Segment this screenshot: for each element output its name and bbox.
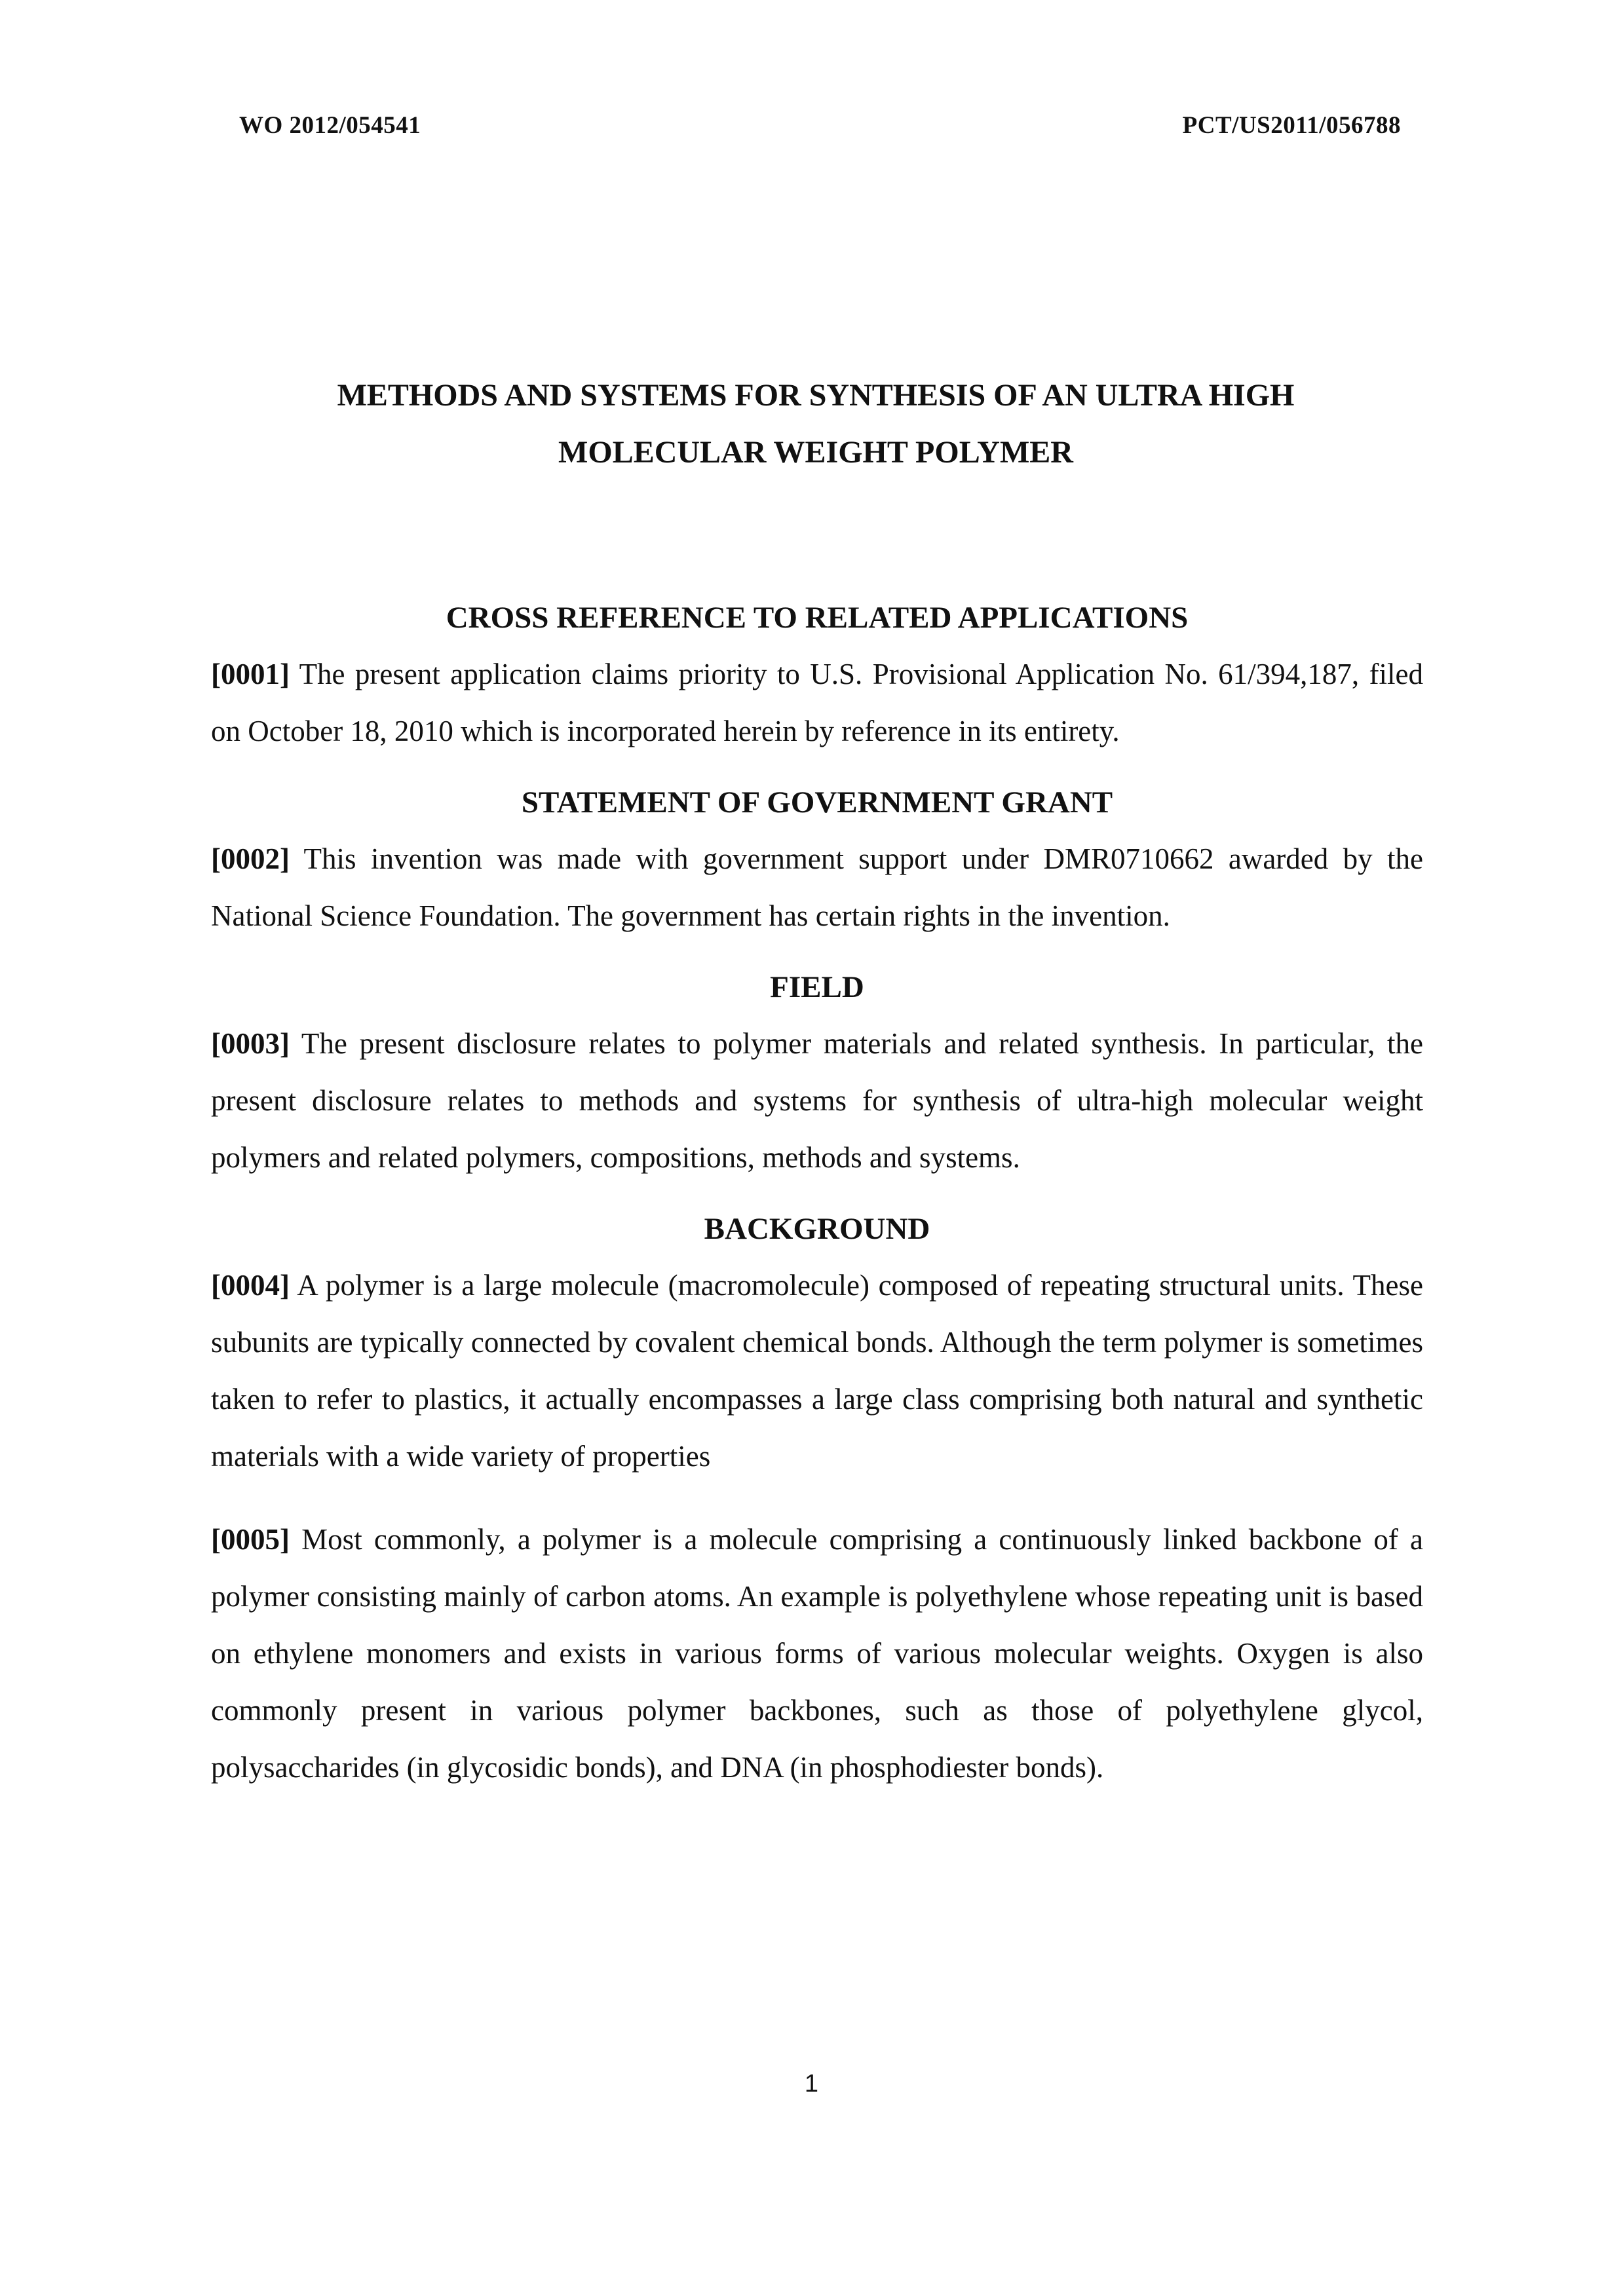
- paragraph-0001: [211, 646, 1423, 760]
- heading-background: BACKGROUND: [704, 1212, 930, 1246]
- paragraph-text: The present application claims priority to U.S. Provisional Application No. 61/394,187, filed on October 18, 2010 which is incorporated herein by reference in its entirety.: [211, 658, 1423, 747]
- paragraph-number: [0003]: [211, 1027, 290, 1060]
- heading-cross-reference: CROSS REFERENCE TO RELATED APPLICATIONS: [446, 601, 1189, 635]
- application-number: PCT/US2011/056788: [1182, 112, 1401, 139]
- heading-government-grant: STATEMENT OF GOVERNMENT GRANT: [521, 785, 1113, 819]
- title-line-2: MOLECULAR WEIGHT POLYMER: [558, 435, 1073, 470]
- paragraph-number: [0001]: [211, 658, 290, 690]
- paragraph-0004: [211, 1257, 1423, 1485]
- paragraph-0005: [211, 1511, 1423, 1796]
- paragraph-number: [0005]: [211, 1523, 290, 1556]
- document-title: [210, 367, 1422, 481]
- paragraph-0002: [211, 831, 1423, 945]
- title-line-1: METHODS AND SYSTEMS FOR SYNTHESIS OF AN ULTRA HIGH: [337, 378, 1295, 413]
- document-body: [211, 590, 1423, 1796]
- paragraph-text: The present disclosure relates to polymer materials and related synthesis. In particular, the present disclosure relates to methods and systems for synthesis of ultra-high molecular weight polymers and related polymers, compositions, methods and systems.: [211, 1027, 1423, 1174]
- paragraph-number: [0002]: [211, 842, 290, 875]
- publication-number: WO 2012/054541: [239, 112, 421, 139]
- paragraph-text: This invention was made with government support under DMR0710662 awarded by the National Science Foundation. The government has certain rights in the invention.: [211, 842, 1423, 932]
- page-number: 1: [804, 2070, 819, 2098]
- heading-field: FIELD: [770, 970, 864, 1004]
- paragraph-0003: [211, 1015, 1423, 1186]
- paragraph-text: A polymer is a large molecule (macromolecule) composed of repeating structural units. These subunits are typically connected by covalent chemical bonds. Although the term polymer is sometimes taken to refer to plastics, it actually encompasses a large class comprising both natural and synthetic materials with a wide variety of properties: [211, 1269, 1423, 1473]
- paragraph-text: Most commonly, a polymer is a molecule comprising a continuously linked backbone of a polymer consisting mainly of carbon atoms. An example is polyethylene whose repeating unit is based on ethylene monomers and exists in various forms of various molecular weights. Oxygen is also commonly present in various polymer backbones, such as those of polyethylene glycol, polysaccharides (in glycosidic bonds), and DNA (in phosphodiester bonds).: [211, 1523, 1423, 1784]
- paragraph-number: [0004]: [211, 1269, 290, 1302]
